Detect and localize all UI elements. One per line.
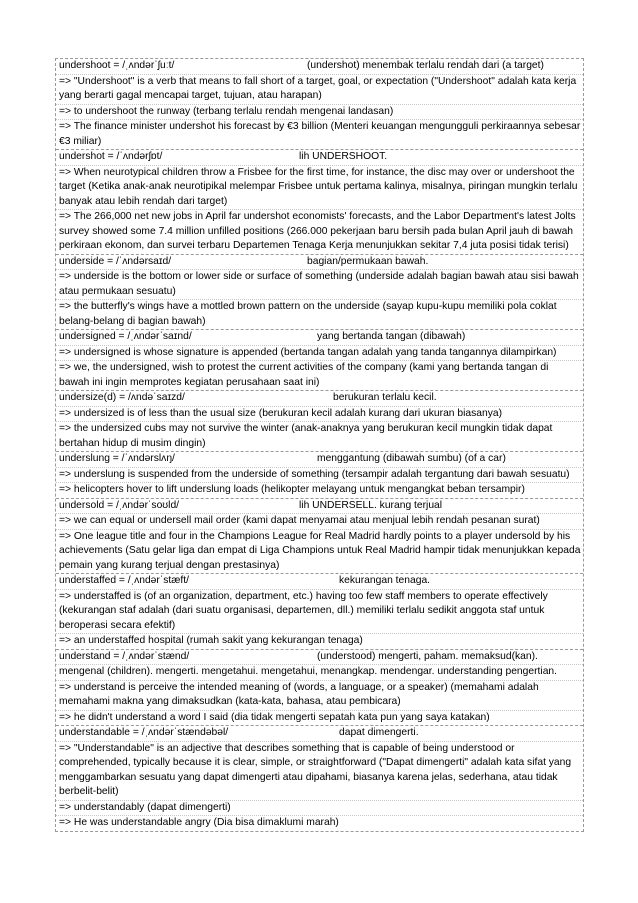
dictionary-entry xyxy=(56,330,583,391)
entry-example-line: => the undersized cubs may not survive the winter (anak-anaknya yang berukuran kecil mungkin tidak dapat bertahan hidup di musim dingin) xyxy=(59,423,553,449)
entry-example-line: => When neurotypical children throw a Frisbee for the first time, for instance, the disc may over or undershoot the target (Ketika anak-anak neurotipikal melempar Frisbee untuk pertama kalinya, misalnya, piringan mungkin terlalu banyak atau lebih rendah dari target) xyxy=(56,166,583,211)
entry-headword-line xyxy=(56,150,583,166)
dictionary-entry xyxy=(56,499,583,575)
entry-headword: undershoot = /ˌʌndərˈʃuːt/ xyxy=(59,60,175,71)
entry-example-line: => to undershoot the runway (terbang terlalu rendah mengenai landasan) xyxy=(56,105,583,121)
entry-example-line: => an understaffed hospital (rumah sakit yang kekurangan tenaga) xyxy=(59,635,363,646)
dictionary-entry xyxy=(56,650,583,727)
entry-headword-line xyxy=(56,574,583,590)
dictionary-entry xyxy=(56,726,583,831)
entry-headword-line xyxy=(56,391,583,407)
entry-example-line: => He was understandable angry (Dia bisa dimaklumi marah) xyxy=(59,817,339,828)
entry-example-line: => we can equal or undersell mail order (kami dapat menyamai atau menjual lebih rendah pesanan surat) xyxy=(56,514,583,530)
entry-headword-line xyxy=(56,650,583,666)
entry-example-line: => One league title and four in the Champions League for Real Madrid hardly points to a player undersold by his achievements (Satu gelar liga dan empat di Liga Champions untuk Real Madrid hampir tidak menunjukkan kepada pemain yang kurang terjual dengan prestasinya) xyxy=(59,530,581,571)
entry-headword-gloss: lih UNDERSELL. kurang terjual xyxy=(299,499,443,511)
dictionary-entry xyxy=(56,150,583,255)
entry-example-line: => undersigned is whose signature is appended (bertanda tangan adalah yang tanda tangannya dilampirkan) xyxy=(56,346,583,362)
entry-headword: understand = /ˌʌndərˈstænd/ xyxy=(59,650,190,662)
entry-headword-gloss: yang bertanda tangan (dibawah) xyxy=(317,331,466,342)
entry-headword-gloss: lih UNDERSHOOT. xyxy=(299,151,388,162)
entry-headword-line xyxy=(56,726,583,742)
entry-example-line: => The finance minister undershot his forecast by €3 billion (Menteri keuangan mengungguli perkiraannya sebesar €3 miliar) xyxy=(59,121,581,147)
dictionary-entry xyxy=(56,255,583,331)
entry-headword-gloss: (undershot) menembak terlalu rendah dari (a target) xyxy=(307,60,544,71)
entry-headword-gloss: dapat dimengerti. xyxy=(339,727,419,738)
entry-example-line: => undersized is of less than the usual size (berukuran kecil adalah kurang dari ukuran biasanya) xyxy=(56,407,583,423)
entry-headword-line xyxy=(56,452,583,468)
entry-example-line: => understaffed is (of an organization, department, etc.) having too few staff members to operate effectively (kekurangan staf adalah (dari suatu organisasi, departemen, dll.) memiliki terlalu sedikit anggota staf untuk beroperasi secara efektif) xyxy=(56,590,583,635)
entry-headword-line xyxy=(56,330,583,346)
entry-headword: underside = /ˈʌndərsaɪd/ xyxy=(59,255,172,267)
entry-example-line: => we, the undersigned, wish to protest the current activities of the company (kami yang bertanda tangan di bawah ini ingin memprotes kegiatan perusahaan saat ini) xyxy=(59,362,549,388)
entry-example-line: => the butterfly's wings have a mottled brown pattern on the underside (sayap kupu-kupu memiliki pola coklat belang-belang di bagian bawah) xyxy=(59,301,557,327)
entry-headword-gloss: menggantung (dibawah sumbu) (of a car) xyxy=(317,453,506,464)
entry-headword-line xyxy=(56,255,583,271)
entry-example-line: => "Understandable" is an adjective that describes something that is capable of being understood or comprehended, typically because it is clear, simple, or straightforward ("Dapat dimengerti" adalah kata sifat yang menggambarkan sesuatu yang dapat dimengerti atau dipahami, biasanya karena jelas, sederhana, atau tidak berbelit-belit) xyxy=(56,742,583,801)
entry-example-line: => understandably (dapat dimengerti) xyxy=(56,801,583,817)
entry-example-line: => underside is the bottom or lower side or surface of something (underside adalah bagian bawah atau sisi bawah atau permukaan sesuatu) xyxy=(56,270,583,300)
entry-example-line: mengenal (children). mengerti. mengetahui. mengetahui, menangkap. mendengar. understanding pengertian. xyxy=(56,665,583,681)
entry-example-line: => understand is perceive the intended meaning of (words, a language, or a speaker) (memahami adalah memahami makna yang dimaksudkan (kata-kata, bahasa, atau pembicara) xyxy=(56,681,583,711)
entry-example-line: => helicopters hover to lift underslung loads (helikopter melayang untuk mengangkat beban tersampir) xyxy=(59,484,525,495)
entry-headword: understandable = /ˌʌndərˈstændəbəl/ xyxy=(59,727,229,738)
entry-headword: undersold = /ˌʌndərˈsoʊld/ xyxy=(59,499,180,511)
entry-headword-line xyxy=(56,499,583,515)
dictionary-entry xyxy=(56,574,583,650)
entry-example-line: => underslung is suspended from the underside of something (tersampir adalah tergantung dari bawah sesuatu) xyxy=(56,468,583,484)
entry-headword: undersize(d) = /ʌndəˈsaɪzd/ xyxy=(59,392,185,403)
entry-example-line: => "Undershoot" is a verb that means to fall short of a target, goal, or expectation ("Undershoot" adalah kata kerja yang berarti gagal mencapai target, tujuan, atau harapan) xyxy=(56,75,583,105)
dictionary-document xyxy=(55,58,584,832)
entry-headword: undershot = /ˈʌndərʃɒt/ xyxy=(59,151,163,162)
entry-headword: underslung = /ˈʌndərslʌŋ/ xyxy=(59,453,175,464)
entry-headword-gloss: berukuran terlalu kecil. xyxy=(333,392,437,403)
entry-headword-gloss: (understood) mengerti, paham. memaksud(kan). xyxy=(317,650,538,662)
entry-headword-gloss: bagian/permukaan bawah. xyxy=(307,255,429,267)
entry-example-line: => The 266,000 net new jobs in April far undershot economists' forecasts, and the Labor Department's latest Jolts survey showed some 7.4 million unfilled positions (266.000 pekerjaan baru bersih pada bulan April jauh di bawah perkiraan ekonom, dan survei terbaru Departemen Tenaga Kerja menunjukkan sekitar 7,4 juta posisi tidak terisi) xyxy=(59,211,576,251)
dictionary-entry xyxy=(56,59,583,150)
entry-headword-line xyxy=(56,59,583,75)
dictionary-entry xyxy=(56,391,583,452)
entry-headword-gloss: kekurangan tenaga. xyxy=(339,575,431,586)
entry-headword: undersigned = /ˌʌndərˈsaɪnd/ xyxy=(59,331,192,342)
dictionary-entry xyxy=(56,452,583,499)
entry-example-line: => he didn't understand a word I said (dia tidak mengerti sepatah kata pun yang saya katakan) xyxy=(59,711,490,723)
entry-headword: understaffed = /ˌʌndərˈstæft/ xyxy=(59,575,190,586)
